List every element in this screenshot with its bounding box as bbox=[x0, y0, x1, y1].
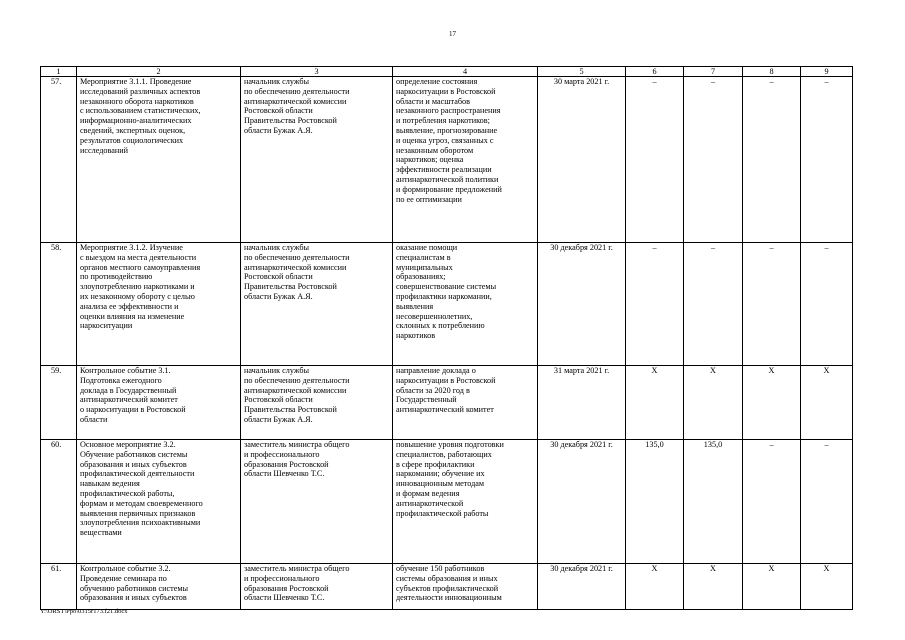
value-cell: – bbox=[743, 243, 801, 366]
result-cell: направление доклада о наркоситуации в Ростовской области за 2020 год в Государственный антинаркотический комитет bbox=[393, 366, 538, 440]
row-number: 60. bbox=[41, 440, 77, 564]
value-cell: – bbox=[801, 440, 853, 564]
result-cell: оказание помощи специалистам в муниципальных образованиях; совершенствование системы профилактики наркомании, выявления несовершеннолетних, склонных к потреблению наркотиков bbox=[393, 243, 538, 366]
row-number: 57. bbox=[41, 77, 77, 243]
value-cell: Х bbox=[684, 366, 743, 440]
table-row bbox=[41, 564, 853, 610]
value-cell: Х bbox=[684, 564, 743, 610]
value-cell: Х bbox=[626, 366, 684, 440]
value-cell: Х bbox=[801, 366, 853, 440]
responsible-cell: заместитель министра общего и профессионального образования Ростовской области Шевченко Т.С. bbox=[241, 440, 393, 564]
file-path-footer: Y:\ORST\Ppo\0315r173.f21.docx bbox=[40, 608, 128, 615]
value-cell: – bbox=[801, 77, 853, 243]
date-cell: 30 декабря 2021 г. bbox=[538, 564, 626, 610]
value-cell: Х bbox=[626, 564, 684, 610]
value-cell: Х bbox=[743, 366, 801, 440]
result-cell: определение состояния наркоситуации в Ростовской области и масштабов незаконного распространения и потребления наркотиков; выявление, прогнозирование и оценка угроз, связанных с незаконным оборотом наркотиков; оценка эффективности реализации антинаркотической политики и формирование предложений по ее оптимизации bbox=[393, 77, 538, 243]
header-cell: 4 bbox=[393, 67, 538, 77]
responsible-cell: начальник службы по обеспечению деятельности антинаркотической комиссии Ростовской области Правительства Ростовской области Бужак А.Я. bbox=[241, 366, 393, 440]
header-cell: 2 bbox=[77, 67, 241, 77]
date-cell: 30 декабря 2021 г. bbox=[538, 440, 626, 564]
event-cell: Мероприятие 3.1.2. Изучение с выездом на места деятельности органов местного самоуправления по противодействию злоупотреблению наркотиками и их незаконному обороту с целью анализа ее эффективности и оценки влияния на изменение наркоситуации bbox=[77, 243, 241, 366]
responsible-cell: начальник службы по обеспечению деятельности антинаркотической комиссии Ростовской области Правительства Ростовской области Бужак А.Я. bbox=[241, 243, 393, 366]
value-cell: – bbox=[801, 243, 853, 366]
value-cell: – bbox=[684, 77, 743, 243]
table-row bbox=[41, 440, 853, 564]
value-cell: 135,0 bbox=[626, 440, 684, 564]
header-cell: 7 bbox=[684, 67, 743, 77]
responsible-cell: заместитель министра общего и профессионального образования Ростовской области Шевченко Т.С. bbox=[241, 564, 393, 610]
header-cell: 5 bbox=[538, 67, 626, 77]
result-cell: повышение уровня подготовки специалистов, работающих в сфере профилактики наркомании; обучение их инновационным методам и формам ведения антинаркотической профилактической работы bbox=[393, 440, 538, 564]
event-cell: Контрольное событие 3.2. Проведение семинара по обучению работников системы образования и иных субъектов bbox=[77, 564, 241, 610]
header-cell: 8 bbox=[743, 67, 801, 77]
result-cell: обучение 150 работников системы образования и иных субъектов профилактической деятельности инновационным bbox=[393, 564, 538, 610]
value-cell: – bbox=[626, 77, 684, 243]
event-cell: Контрольное событие 3.1. Подготовка ежегодного доклада в Государственный антинаркотический комитет о наркоситуации в Ростовской области bbox=[77, 366, 241, 440]
value-cell: – bbox=[684, 243, 743, 366]
responsible-cell: начальник службы по обеспечению деятельности антинаркотической комиссии Ростовской области Правительства Ростовской области Бужак А.Я. bbox=[241, 77, 393, 243]
date-cell: 31 марта 2021 г. bbox=[538, 366, 626, 440]
header-cell: 1 bbox=[41, 67, 77, 77]
date-cell: 30 декабря 2021 г. bbox=[538, 243, 626, 366]
value-cell: – bbox=[743, 77, 801, 243]
value-cell: – bbox=[626, 243, 684, 366]
header-cell: 9 bbox=[801, 67, 853, 77]
plan-table bbox=[40, 66, 853, 610]
table-row bbox=[41, 243, 853, 366]
event-cell: Мероприятие 3.1.1. Проведение исследований различных аспектов незаконного оборота наркотиков с использованием статистических, информационно-аналитических сведений, экспертных оценок, результатов социологических исследований bbox=[77, 77, 241, 243]
table-row bbox=[41, 77, 853, 243]
header-cell: 3 bbox=[241, 67, 393, 77]
date-cell: 30 марта 2021 г. bbox=[538, 77, 626, 243]
value-cell: Х bbox=[743, 564, 801, 610]
value-cell: 135,0 bbox=[684, 440, 743, 564]
header-row bbox=[41, 67, 853, 77]
event-cell: Основное мероприятие 3.2. Обучение работников системы образования и иных субъектов профилактической деятельности навыкам ведения профилактической работы, формам и методам своевременного выявления первичных признаков злоупотребления психоактивными веществами bbox=[77, 440, 241, 564]
row-number: 59. bbox=[41, 366, 77, 440]
row-number: 61. bbox=[41, 564, 77, 610]
page-number: 17 bbox=[449, 30, 456, 38]
value-cell: – bbox=[743, 440, 801, 564]
value-cell: Х bbox=[801, 564, 853, 610]
row-number: 58. bbox=[41, 243, 77, 366]
header-cell: 6 bbox=[626, 67, 684, 77]
table-row bbox=[41, 366, 853, 440]
